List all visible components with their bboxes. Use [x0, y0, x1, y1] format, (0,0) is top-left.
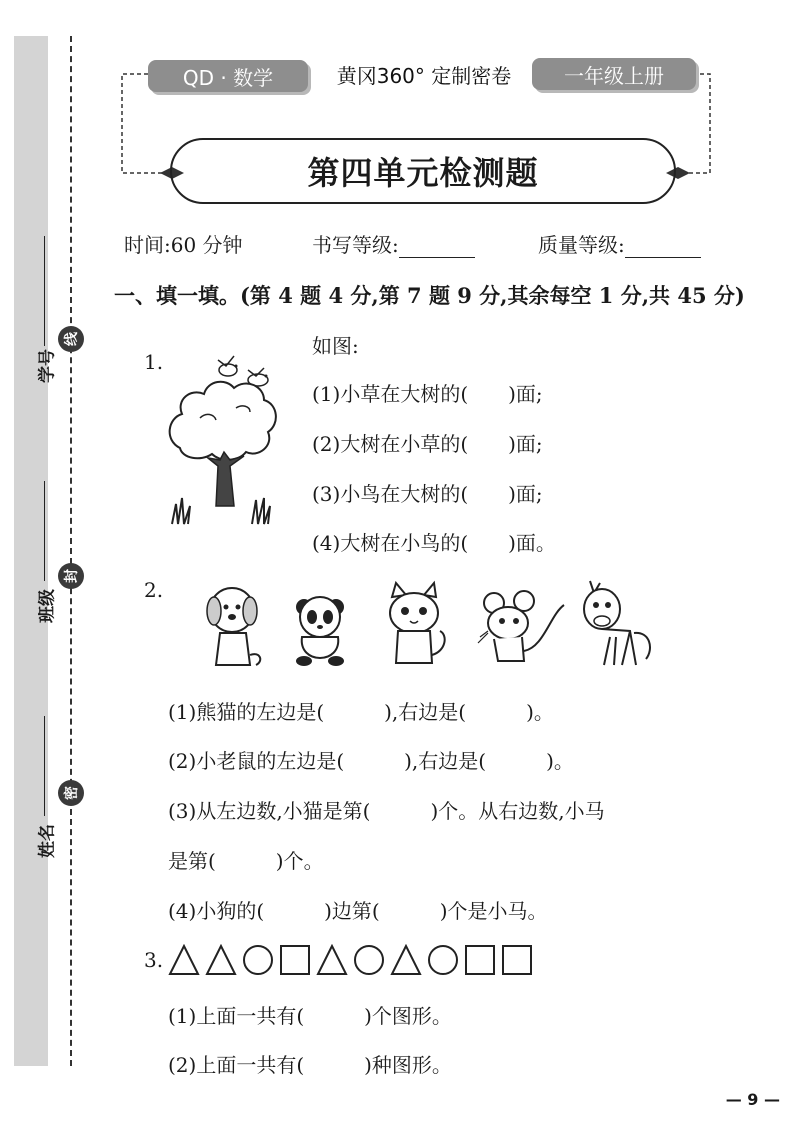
panda-icon — [296, 597, 344, 666]
page-number: — 9 — — [725, 1090, 780, 1109]
q1-item-1: (1)小草在大树的( )面; — [312, 382, 543, 406]
horse-icon — [584, 581, 650, 665]
circle-shape — [244, 946, 272, 974]
student-id-label: 学号 — [37, 349, 58, 383]
q2-item-2: (2)小老鼠的左边是( ),右边是( )。 — [168, 749, 574, 773]
circle-shape — [429, 946, 457, 974]
class-label: 班级 — [37, 589, 58, 623]
q1-intro: 如图: — [312, 334, 359, 358]
name-line — [44, 716, 45, 816]
writing-grade-blank[interactable] — [399, 257, 475, 258]
time-info: 时间:60 分钟 — [124, 233, 243, 257]
square-shape — [281, 946, 309, 974]
name-label: 姓名 — [37, 824, 58, 858]
q2-item-3-cont: 是第( )个。 — [168, 849, 324, 873]
square-shape — [503, 946, 531, 974]
triangle-shape — [170, 946, 198, 974]
binding-strip — [14, 36, 58, 1066]
triangle-shape — [392, 946, 420, 974]
quality-grade-label: 质量等级: — [538, 229, 701, 258]
seal-mi: 密 — [58, 780, 84, 806]
shapes-row — [166, 944, 536, 976]
quality-grade-blank[interactable] — [625, 257, 701, 258]
q1-item-3: (3)小鸟在大树的( )面; — [312, 482, 543, 506]
q1-number: 1. — [144, 350, 164, 374]
cat-icon — [390, 583, 445, 663]
q2-item-1: (1)熊猫的左边是( ),右边是( )。 — [168, 700, 554, 724]
q2-item-3: (3)从左边数,小猫是第( )个。从右边数,小马 — [168, 799, 605, 823]
dog-icon — [207, 588, 260, 665]
seal-xian: 线 — [58, 326, 84, 352]
tree-birds-icon — [160, 348, 290, 528]
q3-item-1: (1)上面一共有( )个图形。 — [168, 1004, 452, 1028]
grade-badge: 一年级上册 — [532, 58, 696, 90]
q2-number: 2. — [144, 578, 164, 602]
q1-item-2: (2)大树在小草的( )面; — [312, 432, 543, 456]
q1-item-4: (4)大树在小鸟的( )面。 — [312, 531, 556, 555]
circle-shape — [355, 946, 383, 974]
animals-row — [198, 575, 678, 675]
class-line — [44, 481, 45, 581]
writing-grade-label: 书写等级: — [312, 229, 475, 258]
triangle-shape — [318, 946, 346, 974]
subject-badge: QD · 数学 — [148, 60, 308, 92]
series-title: 黄冈360° 定制密卷 — [336, 64, 512, 88]
section-heading: 一、填一填。(第 4 题 4 分,第 7 题 9 分,其余每空 1 分,共 45 分) — [114, 283, 745, 308]
q3-item-2: (2)上面一共有( )种图形。 — [168, 1053, 452, 1077]
seal-feng: 封 — [58, 563, 84, 589]
triangle-shape — [207, 946, 235, 974]
q2-item-4: (4)小狗的( )边第( )个是小马。 — [168, 899, 548, 923]
cut-dashed-line — [70, 36, 72, 1066]
q3-number: 3. — [144, 948, 164, 972]
square-shape — [466, 946, 494, 974]
student-id-line — [44, 236, 45, 346]
title-box — [170, 138, 676, 204]
page-title: 第四单元检测题 — [307, 154, 539, 192]
mouse-icon — [478, 591, 564, 661]
